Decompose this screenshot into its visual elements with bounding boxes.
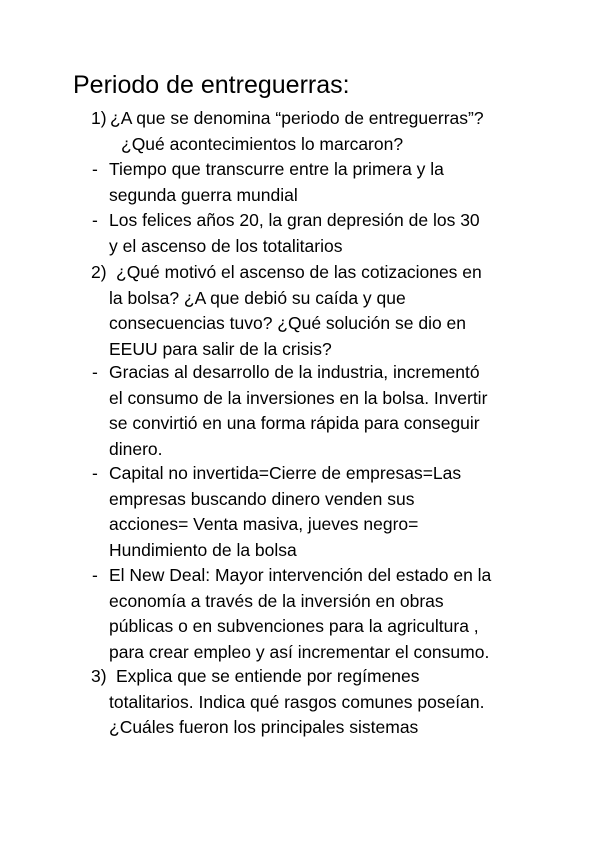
section-2-answer-1 <box>109 360 487 462</box>
section-1-answer-2 <box>109 208 480 259</box>
answer-line: para crear empleo y así incrementar el consumo. <box>109 641 490 662</box>
answer-line: se convirtió en una forma rápida para conseguir <box>109 413 480 434</box>
section-1-answer-1 <box>109 157 444 208</box>
question-line: EEUU para salir de la crisis? <box>109 338 332 359</box>
question-line: totalitarios. Indica qué rasgos comunes poseían. <box>109 691 485 712</box>
question-line: ¿Qué motivó el ascenso de las cotizaciones en <box>116 262 482 282</box>
answer-bullet: - <box>92 210 98 230</box>
question-line: la bolsa? ¿A que debió su caída y que <box>109 287 406 308</box>
answer-line: El New Deal: Mayor intervención del estado en la <box>109 565 492 585</box>
answer-line: Capital no invertida=Cierre de empresas=Las <box>109 463 462 483</box>
question-line: consecuencias tuvo? ¿Qué solución se dio en <box>109 313 467 334</box>
answer-bullet: - <box>92 565 98 585</box>
question-line: ¿Cuáles fueron los principales sistemas <box>109 717 419 738</box>
page-title: Periodo de entreguerras: <box>73 71 350 99</box>
section-3-question <box>109 664 485 741</box>
answer-line: y el ascenso de los totalitarios <box>109 235 343 256</box>
question-line: ¿A que se denomina “periodo de entreguerras”? <box>110 108 484 128</box>
answer-line: dinero. <box>109 438 163 459</box>
section-2-answer-2 <box>109 461 461 563</box>
answer-line: economía a través de la inversión en obras <box>109 590 444 611</box>
section-1-number: 1) <box>91 108 107 128</box>
answer-line: públicas o en subvenciones para la agricultura , <box>109 616 479 637</box>
answer-line: segunda guerra mundial <box>109 184 298 205</box>
section-2-question <box>109 260 482 362</box>
section-2-number: 2) <box>91 262 107 282</box>
question-line: ¿Qué acontecimientos lo marcaron? <box>121 133 404 154</box>
answer-bullet: - <box>92 463 98 483</box>
answer-line: acciones= Venta masiva, jueves negro= <box>109 514 419 535</box>
answer-bullet: - <box>92 159 98 179</box>
section-1-question <box>110 106 484 157</box>
question-line: Explica que se entiende por regímenes <box>116 666 420 686</box>
answer-line: el consumo de la inversiones en la bolsa. Invertir <box>109 387 488 408</box>
section-2-answer-3 <box>109 563 491 665</box>
section-3-number: 3) <box>91 666 107 686</box>
answer-line: Hundimiento de la bolsa <box>109 539 297 560</box>
answer-line: Gracias al desarrollo de la industria, incrementó <box>109 362 480 382</box>
answer-line: Los felices años 20, la gran depresión de los 30 <box>109 210 480 230</box>
answer-bullet: - <box>92 362 98 382</box>
answer-line: empresas buscando dinero venden sus <box>109 488 415 509</box>
answer-line: Tiempo que transcurre entre la primera y la <box>109 159 444 179</box>
